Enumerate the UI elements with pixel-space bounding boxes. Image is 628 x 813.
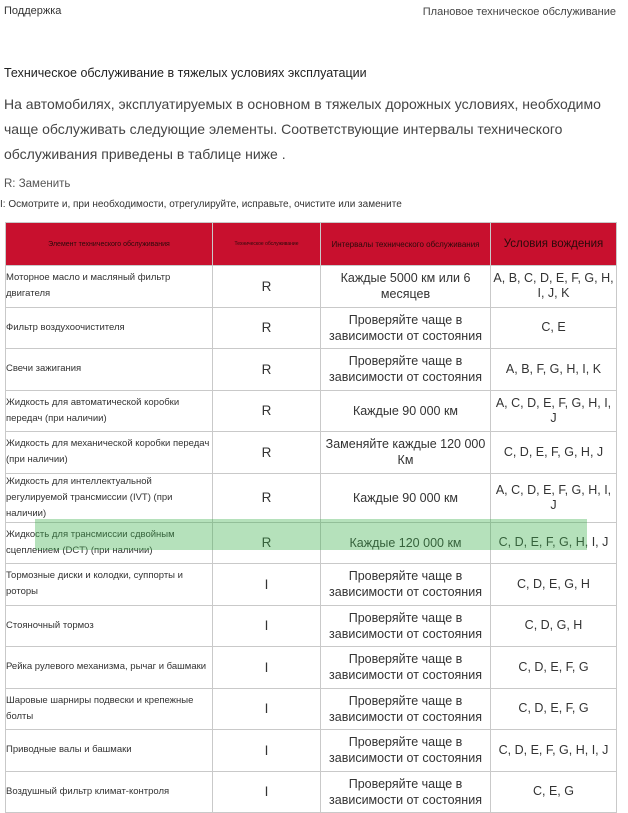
row-interval: Проверяйте чаще в зависимости от состояния <box>321 730 491 772</box>
row-item: Фильтр воздухоочистителя <box>6 307 213 349</box>
row-interval: Проверяйте чаще в зависимости от состояния <box>321 349 491 391</box>
table-row <box>6 522 617 564</box>
table-header-row <box>6 223 617 266</box>
intro-paragraph: На автомобилях, эксплуатируемых в основном в тяжелых дорожных условиях, необходимо чаще обслуживать следующие элементы. Соответствующие интервалы технического обслуживания приведены в таблице ниже . <box>4 96 601 162</box>
table-row <box>6 647 617 689</box>
row-code: I <box>213 688 321 730</box>
row-item: Приводные валы и башмаки <box>6 730 213 772</box>
table-row <box>6 730 617 772</box>
maintenance-table <box>5 222 617 813</box>
row-item: Жидкость для трансмиссии сдвойным сцеплением (DCT) (при наличии) <box>6 522 213 564</box>
row-item: Жидкость для автоматической коробки передач (при наличии) <box>6 390 213 432</box>
row-item: Жидкость для механической коробки передач (при наличии) <box>6 432 213 474</box>
row-interval: Каждые 90 000 км <box>321 473 491 522</box>
row-item: Рейка рулевого механизма, рычаг и башмаки <box>6 647 213 689</box>
table-row <box>6 564 617 606</box>
row-code: R <box>213 432 321 474</box>
table-row <box>6 771 617 813</box>
row-code: I <box>213 771 321 813</box>
row-code: I <box>213 647 321 689</box>
row-code: R <box>213 349 321 391</box>
table-row <box>6 390 617 432</box>
row-item: Тормозные диски и колодки, суппорты и роторы <box>6 564 213 606</box>
row-item: Свечи зажигания <box>6 349 213 391</box>
breadcrumb-section[interactable]: Плановое техническое обслуживание <box>422 6 616 18</box>
row-conditions: C, D, E, F, G <box>491 688 617 730</box>
row-code: R <box>213 307 321 349</box>
row-code: R <box>213 473 321 522</box>
row-interval: Проверяйте чаще в зависимости от состояния <box>321 307 491 349</box>
row-conditions: A, B, C, D, E, F, G, H, I, J, K <box>491 266 617 308</box>
row-conditions: C, D, E, F, G, H, I, J <box>491 522 617 564</box>
row-code: I <box>213 730 321 772</box>
row-code: R <box>213 266 321 308</box>
header-conditions: Условия вождения <box>491 223 617 266</box>
row-item: Шаровые шарниры подвески и крепежные болты <box>6 688 213 730</box>
row-interval: Проверяйте чаще в зависимости от состояния <box>321 771 491 813</box>
row-item: Стояночный тормоз <box>6 605 213 647</box>
row-conditions: C, D, E, F, G, H, J <box>491 432 617 474</box>
table-row <box>6 349 617 391</box>
row-interval: Каждые 90 000 км <box>321 390 491 432</box>
row-interval: Проверяйте чаще в зависимости от состояния <box>321 605 491 647</box>
row-conditions: C, D, G, H <box>491 605 617 647</box>
row-interval: Каждые 120 000 км <box>321 522 491 564</box>
table-row <box>6 432 617 474</box>
row-code: I <box>213 605 321 647</box>
row-item: Моторное масло и масляный фильтр двигателя <box>6 266 213 308</box>
row-conditions: C, E, G <box>491 771 617 813</box>
page-title: Техническое обслуживание в тяжелых условиях эксплуатации <box>4 66 367 80</box>
table-row <box>6 605 617 647</box>
breadcrumb-support[interactable]: Поддержка <box>4 5 62 17</box>
row-interval: Каждые 5000 км или 6 месяцев <box>321 266 491 308</box>
row-conditions: A, C, D, E, F, G, H, I, J <box>491 390 617 432</box>
row-conditions: A, C, D, E, F, G, H, I, J <box>491 473 617 522</box>
table-row <box>6 473 617 522</box>
row-code: I <box>213 564 321 606</box>
row-interval: Проверяйте чаще в зависимости от состояния <box>321 688 491 730</box>
row-interval: Проверяйте чаще в зависимости от состояния <box>321 647 491 689</box>
row-code: R <box>213 522 321 564</box>
row-conditions: C, D, E, F, G <box>491 647 617 689</box>
table-row <box>6 307 617 349</box>
header-interval: Интервалы технического обслуживания <box>321 223 491 266</box>
row-conditions: A, B, F, G, H, I, K <box>491 349 617 391</box>
row-conditions: C, D, E, F, G, H, I, J <box>491 730 617 772</box>
legend-inspect: I: Осмотрите и, при необходимости, отрегулируйте, исправьте, очистите или замените <box>0 199 402 210</box>
row-interval: Проверяйте чаще в зависимости от состояния <box>321 564 491 606</box>
row-item: Жидкость для интеллектуальной регулируемой трансмиссии (IVT) (при наличии) <box>6 473 213 522</box>
header-item: Элемент технического обслуживания <box>6 223 213 266</box>
header-code: Техническое обслуживание <box>213 223 321 266</box>
top-bar <box>0 0 628 24</box>
row-interval: Заменяйте каждые 120 000 Км <box>321 432 491 474</box>
table-row <box>6 266 617 308</box>
row-item: Воздушный фильтр климат-контроля <box>6 771 213 813</box>
table-row <box>6 688 617 730</box>
row-conditions: C, E <box>491 307 617 349</box>
legend-replace: R: Заменить <box>4 178 71 190</box>
row-conditions: C, D, E, G, H <box>491 564 617 606</box>
row-code: R <box>213 390 321 432</box>
